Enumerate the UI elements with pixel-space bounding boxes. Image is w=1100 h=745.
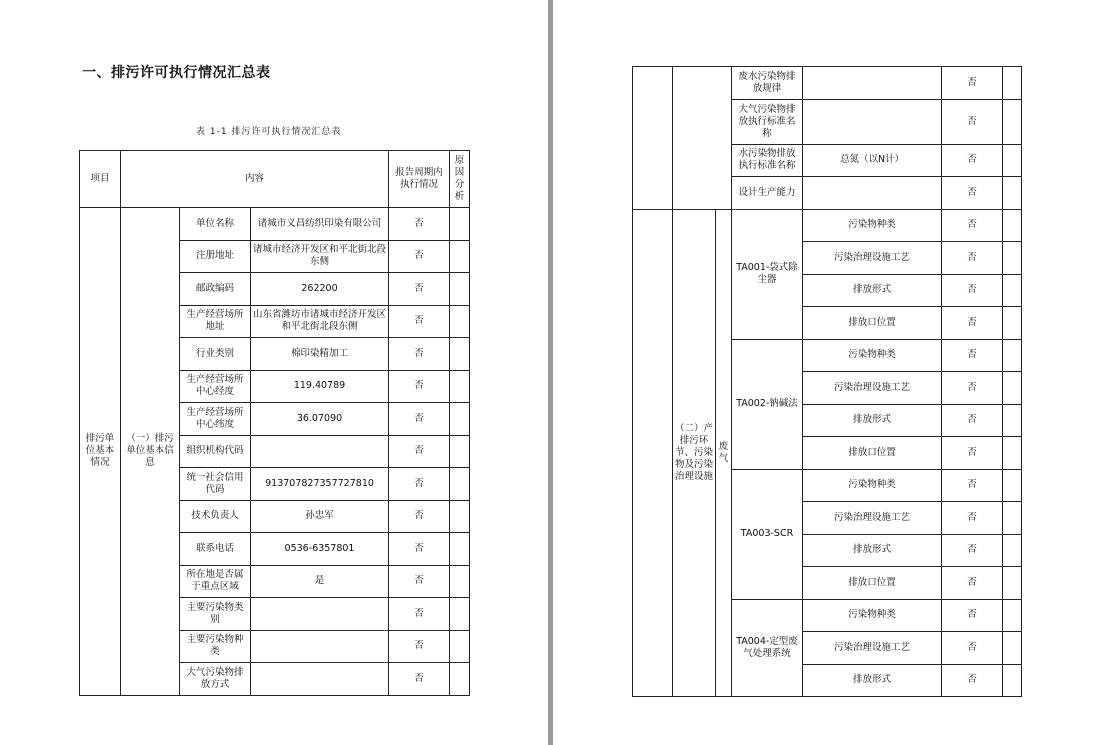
row-status: 否 — [389, 663, 450, 696]
row-status: 否 — [389, 370, 450, 403]
row-reason — [450, 565, 470, 598]
row-status: 否 — [389, 403, 450, 436]
row-status: 否 — [942, 307, 1003, 340]
row-reason — [450, 598, 470, 631]
row-reason — [450, 663, 470, 696]
row-status: 否 — [942, 372, 1003, 405]
row-label: 大气污染物排放执行标准名称 — [732, 99, 803, 144]
row-reason — [450, 435, 470, 468]
row-label: 主要污染物类别 — [180, 598, 251, 631]
row-reason — [1003, 372, 1022, 405]
row-status: 否 — [942, 567, 1003, 600]
row-reason — [450, 305, 470, 338]
row-value: 36.07090 — [251, 403, 389, 436]
row-status: 否 — [942, 664, 1003, 697]
row-reason — [450, 403, 470, 436]
row-label: 组织机构代码 — [180, 435, 251, 468]
row-value — [251, 663, 389, 696]
row-status: 否 — [942, 437, 1003, 470]
row-label: 污染治理设施工艺 — [803, 242, 942, 275]
header-content: 内容 — [121, 151, 389, 208]
row-value — [803, 99, 942, 144]
row-label: 排放形式 — [803, 664, 942, 697]
row-status: 否 — [942, 67, 1003, 100]
row-label: 排放口位置 — [803, 307, 942, 340]
row-reason — [1003, 502, 1022, 535]
row-label: 行业类别 — [180, 338, 251, 371]
row-label: 联系电话 — [180, 533, 251, 566]
row-label: 生产经营场所中心经度 — [180, 370, 251, 403]
table-header-row — [80, 151, 470, 208]
group-main-cell-cont — [633, 67, 673, 210]
row-status: 否 — [942, 99, 1003, 144]
section-label-cell: （二）产排污环节、污染物及污染治理设施 — [673, 209, 716, 697]
row-status: 否 — [942, 469, 1003, 502]
row-label: 生产经营场所地址 — [180, 305, 251, 338]
table-row — [633, 67, 1022, 100]
facility-name: TA001-袋式除尘器 — [732, 209, 803, 339]
row-label: 污染治理设施工艺 — [803, 372, 942, 405]
row-label: 所在地是否属于重点区域 — [180, 565, 251, 598]
row-label: 统一社会信用代码 — [180, 468, 251, 501]
row-value: 0536-6357801 — [251, 533, 389, 566]
row-reason — [450, 468, 470, 501]
header-status: 报告周期内执行情况 — [389, 151, 450, 208]
row-reason — [1003, 599, 1022, 632]
row-value: 诸城市义昌纺织印染有限公司 — [251, 208, 389, 241]
row-value — [251, 435, 389, 468]
document-page-left — [0, 0, 548, 745]
row-status: 否 — [389, 565, 450, 598]
row-status: 否 — [942, 404, 1003, 437]
section-heading: 一、排污许可执行情况汇总表 — [82, 65, 271, 81]
row-label: 废水污染物排放规律 — [732, 67, 803, 100]
row-reason — [1003, 404, 1022, 437]
row-reason — [450, 338, 470, 371]
row-value: 913707827357727810 — [251, 468, 389, 501]
header-reason: 原因分析 — [450, 151, 470, 208]
group-sub-cell: （一）排污单位基本信息 — [121, 208, 180, 696]
row-label: 技术负责人 — [180, 500, 251, 533]
row-value — [251, 630, 389, 663]
row-label: 排放口位置 — [803, 437, 942, 470]
row-label: 邮政编码 — [180, 273, 251, 306]
row-reason — [1003, 242, 1022, 275]
row-status: 否 — [389, 273, 450, 306]
row-label: 主要污染物种类 — [180, 630, 251, 663]
row-status: 否 — [389, 240, 450, 273]
row-reason — [1003, 534, 1022, 567]
row-label: 污染治理设施工艺 — [803, 632, 942, 665]
row-label: 注册地址 — [180, 240, 251, 273]
row-reason — [1003, 209, 1022, 242]
row-label: 生产经营场所中心纬度 — [180, 403, 251, 436]
facility-name: TA004-定型废气处理系统 — [732, 599, 803, 697]
row-label: 排放形式 — [803, 274, 942, 307]
row-value: 山东省潍坊市诸城市经济开发区和平北街北段东侧 — [251, 305, 389, 338]
row-reason — [450, 240, 470, 273]
row-status: 否 — [942, 144, 1003, 177]
row-reason — [450, 630, 470, 663]
row-value: 孙忠军 — [251, 500, 389, 533]
row-status: 否 — [942, 534, 1003, 567]
row-reason — [450, 208, 470, 241]
summary-table-left — [79, 150, 470, 696]
row-reason — [1003, 664, 1022, 697]
row-status: 否 — [389, 598, 450, 631]
row-reason — [450, 273, 470, 306]
row-status: 否 — [389, 500, 450, 533]
row-status: 否 — [389, 338, 450, 371]
row-reason — [1003, 144, 1022, 177]
header-item: 项目 — [80, 151, 121, 208]
row-label: 排放口位置 — [803, 567, 942, 600]
row-label: 大气污染物排放方式 — [180, 663, 251, 696]
row-value: 119.40789 — [251, 370, 389, 403]
row-label: 污染物种类 — [803, 469, 942, 502]
row-status: 否 — [942, 274, 1003, 307]
group-main-cell-cont2 — [633, 209, 673, 697]
row-reason — [1003, 469, 1022, 502]
row-value — [803, 67, 942, 100]
facility-name: TA003-SCR — [732, 469, 803, 599]
row-label: 排放形式 — [803, 404, 942, 437]
row-status: 否 — [942, 242, 1003, 275]
row-reason — [1003, 567, 1022, 600]
row-label: 污染物种类 — [803, 339, 942, 372]
group-sub-cell-cont — [673, 67, 732, 210]
row-status: 否 — [942, 339, 1003, 372]
row-label: 污染物种类 — [803, 599, 942, 632]
row-reason — [1003, 307, 1022, 340]
row-reason — [450, 533, 470, 566]
summary-table-right — [632, 66, 1022, 697]
row-label: 排放形式 — [803, 534, 942, 567]
document-page-right — [553, 0, 1100, 745]
row-label: 水污染物排放执行标准名称 — [732, 144, 803, 177]
facility-name: TA002-钠碱法 — [732, 339, 803, 469]
group-main-cell: 排污单位基本情况 — [80, 208, 121, 696]
row-status: 否 — [389, 468, 450, 501]
row-status: 否 — [942, 502, 1003, 535]
row-value: 总氮（以N计） — [803, 144, 942, 177]
row-value — [251, 598, 389, 631]
row-status: 否 — [942, 209, 1003, 242]
row-reason — [1003, 177, 1022, 210]
row-status: 否 — [389, 533, 450, 566]
row-label: 污染物种类 — [803, 209, 942, 242]
row-label: 单位名称 — [180, 208, 251, 241]
row-value: 棉印染精加工 — [251, 338, 389, 371]
row-reason — [1003, 67, 1022, 100]
row-reason — [450, 500, 470, 533]
row-label: 设计生产能力 — [732, 177, 803, 210]
row-value: 是 — [251, 565, 389, 598]
row-status: 否 — [389, 305, 450, 338]
gas-label-cell: 废气 — [716, 209, 732, 697]
row-status: 否 — [389, 630, 450, 663]
table-row — [80, 208, 470, 241]
row-label: 污染治理设施工艺 — [803, 502, 942, 535]
table-caption: 表 1-1 排污许可执行情况汇总表 — [196, 127, 342, 137]
row-reason — [450, 370, 470, 403]
row-reason — [1003, 339, 1022, 372]
row-reason — [1003, 437, 1022, 470]
row-status: 否 — [942, 632, 1003, 665]
row-value: 诸城市经济开发区和平北街北段东侧 — [251, 240, 389, 273]
row-status: 否 — [389, 208, 450, 241]
row-value: 262200 — [251, 273, 389, 306]
table-row — [633, 209, 1022, 242]
row-status: 否 — [942, 599, 1003, 632]
row-reason — [1003, 274, 1022, 307]
row-value — [803, 177, 942, 210]
row-reason — [1003, 99, 1022, 144]
row-status: 否 — [389, 435, 450, 468]
row-reason — [1003, 632, 1022, 665]
row-status: 否 — [942, 177, 1003, 210]
